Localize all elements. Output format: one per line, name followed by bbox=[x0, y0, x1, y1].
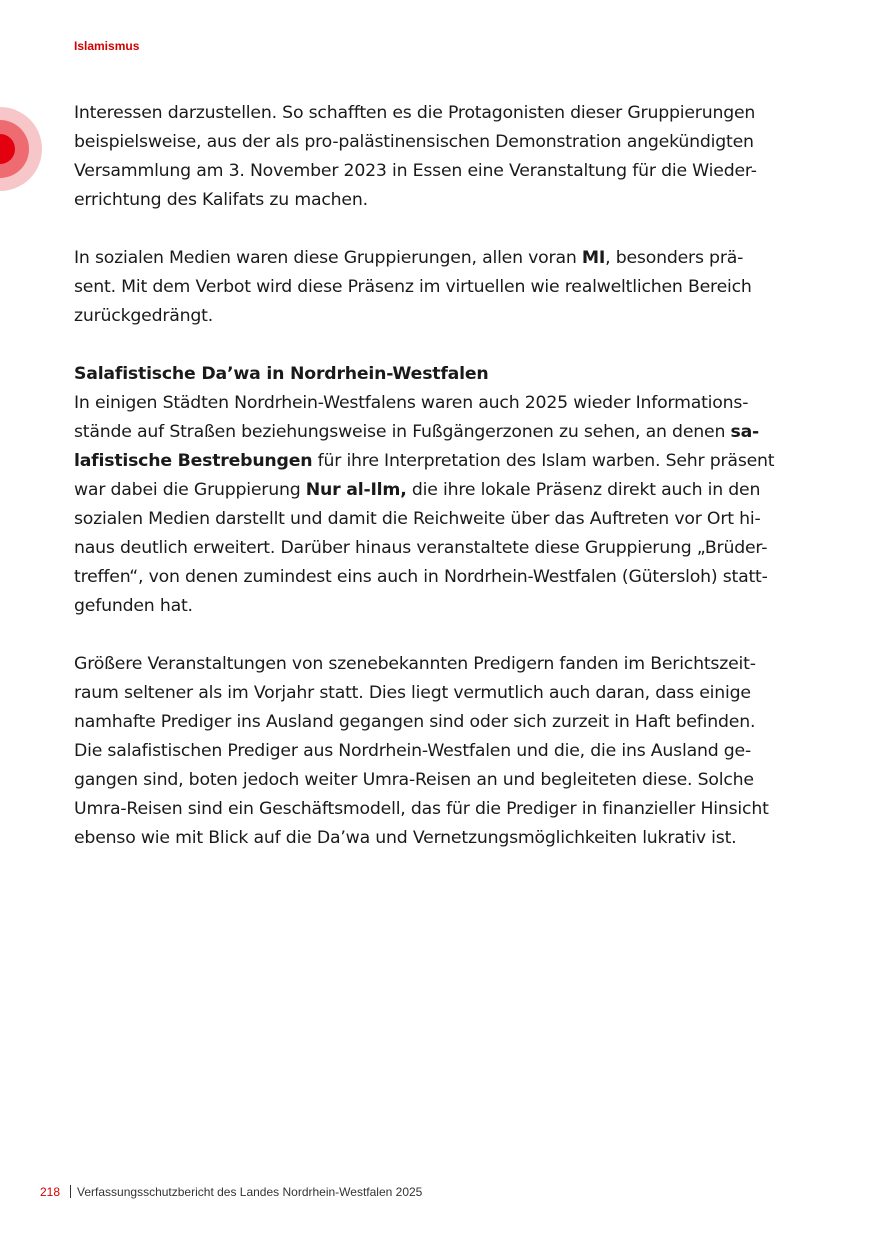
text-line bbox=[74, 447, 796, 476]
paragraph bbox=[74, 650, 796, 853]
text-line bbox=[74, 273, 796, 302]
text-segment: Versammlung am 3. November 2023 in Essen eine Veranstaltung für die Wieder- bbox=[74, 161, 757, 181]
body-text bbox=[74, 99, 796, 882]
footer-divider bbox=[70, 1185, 71, 1198]
text-segment: Interessen darzustellen. So schafften es die Protagonisten dieser Gruppierungen bbox=[74, 103, 756, 123]
text-segment: für ihre Interpretation des Islam warben. Sehr präsent bbox=[312, 451, 775, 471]
text-segment: die ihre lokale Präsenz direkt auch in den bbox=[406, 480, 761, 500]
text-line bbox=[74, 708, 796, 737]
page-footer bbox=[40, 1185, 422, 1199]
bold-text: lafistische Bestrebungen bbox=[74, 451, 313, 471]
text-line bbox=[74, 795, 796, 824]
page-number: 218 bbox=[40, 1185, 61, 1199]
text-segment: beispielsweise, aus der als pro-palästinensischen Demonstration angekündigten bbox=[74, 132, 754, 152]
text-segment: stände auf Straßen beziehungsweise in Fußgängerzonen zu sehen, an denen bbox=[74, 422, 731, 442]
text-line bbox=[74, 824, 796, 853]
text-line bbox=[74, 766, 796, 795]
text-segment: zurückgedrängt. bbox=[74, 306, 214, 326]
text-segment: namhafte Prediger ins Ausland gegangen sind oder sich zurzeit in Haft befinden. bbox=[74, 712, 756, 732]
text-segment: errichtung des Kalifats zu machen. bbox=[74, 190, 368, 210]
text-line bbox=[74, 679, 796, 708]
text-line bbox=[74, 505, 796, 534]
bold-text: MI bbox=[581, 248, 606, 268]
text-line bbox=[74, 389, 796, 418]
text-line bbox=[74, 99, 796, 128]
paragraph bbox=[74, 244, 796, 331]
text-segment: naus deutlich erweitert. Darüber hinaus veranstaltete diese Gruppierung „Brüder- bbox=[74, 538, 768, 558]
text-segment: raum seltener als im Vorjahr statt. Dies liegt vermutlich auch daran, dass einige bbox=[74, 683, 751, 703]
section-marker-icon bbox=[0, 107, 42, 191]
text-segment: treffen“, von denen zumindest eins auch in Nordrhein-Westfalen (Gütersloh) statt- bbox=[74, 567, 768, 587]
publication-title: Verfassungsschutzbericht des Landes Nordrhein-Westfalen 2025 bbox=[77, 1185, 423, 1199]
text-line bbox=[74, 157, 796, 186]
bold-text: Nur al-Ilm, bbox=[305, 480, 407, 500]
text-line bbox=[74, 650, 796, 679]
text-line bbox=[74, 737, 796, 766]
text-segment: gefunden hat. bbox=[74, 596, 193, 616]
text-segment: sozialen Medien darstellt und damit die Reichweite über das Auftreten vor Ort hi- bbox=[74, 509, 761, 529]
text-segment: gangen sind, boten jedoch weiter Umra-Reisen an und begleiteten diese. Solche bbox=[74, 770, 754, 790]
text-segment: , besonders prä- bbox=[605, 248, 744, 268]
text-segment: sent. Mit dem Verbot wird diese Präsenz im virtuellen wie realweltlichen Bereich bbox=[74, 277, 752, 297]
text-line bbox=[74, 534, 796, 563]
section-title: Islamismus bbox=[74, 39, 140, 53]
text-segment: Größere Veranstaltungen von szenebekannten Predigern fanden im Berichtszeit- bbox=[74, 654, 756, 674]
text-line bbox=[74, 476, 796, 505]
text-segment: Umra-Reisen sind ein Geschäftsmodell, das für die Prediger in finanzieller Hinsicht bbox=[74, 799, 769, 819]
text-segment: In einigen Städten Nordrhein-Westfalens waren auch 2025 wieder Informations- bbox=[74, 393, 749, 413]
section-heading: Salafistische Da’wa in Nordrhein-Westfalen bbox=[74, 364, 489, 384]
text-segment: ebenso wie mit Blick auf die Da’wa und Vernetzungsmöglichkeiten lukrativ ist. bbox=[74, 828, 737, 848]
text-line bbox=[74, 563, 796, 592]
text-segment: war dabei die Gruppierung bbox=[74, 480, 306, 500]
text-line bbox=[74, 186, 796, 215]
text-line bbox=[74, 302, 796, 331]
bold-text: sa- bbox=[730, 422, 760, 442]
text-line bbox=[74, 244, 796, 273]
text-segment: In sozialen Medien waren diese Gruppierungen, allen voran bbox=[74, 248, 582, 268]
text-line bbox=[74, 128, 796, 157]
text-line bbox=[74, 418, 796, 447]
text-segment: Die salafistischen Prediger aus Nordrhein-Westfalen und die, die ins Ausland ge- bbox=[74, 741, 752, 761]
paragraph bbox=[74, 360, 796, 621]
text-line bbox=[74, 592, 796, 621]
paragraph bbox=[74, 99, 796, 215]
